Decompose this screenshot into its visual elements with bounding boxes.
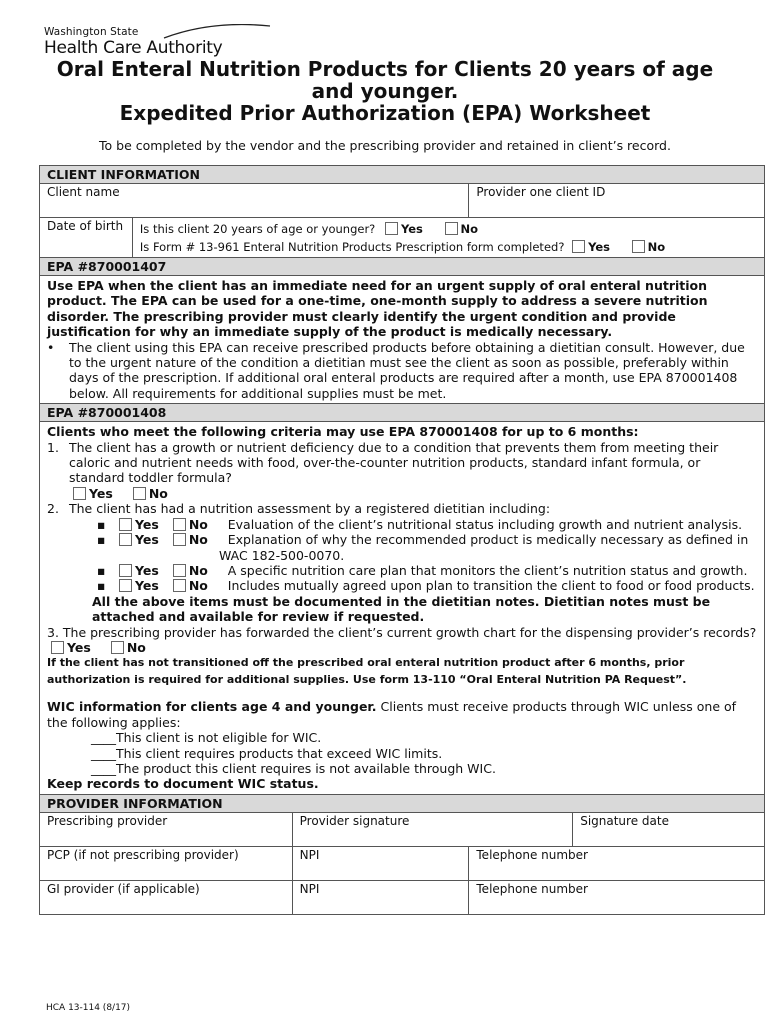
wic-info: WIC information for clients age 4 and younger. Clients must receive products through WIC unless one of the following applies:	[47, 699, 737, 730]
criteria-2b: ▪ Yes No Explanation of why the recommended product is medically necessary as defined in	[97, 532, 749, 548]
pa-warning: If the client has not transitioned off the prescribed oral enteral nutrition product after 6 months, prior authorization is required for additional supplies. Use form 13-110 “Oral Enteral Nutrition PA Request”.	[47, 656, 687, 686]
wic-option-3[interactable]: ____The product this client requires is not available through WIC.	[91, 760, 496, 776]
criteria-3-no-checkbox[interactable]	[111, 641, 124, 654]
provider-client-id-field[interactable]: Provider one client ID	[469, 184, 765, 218]
pcp-phone-field[interactable]: Telephone number	[469, 846, 765, 880]
dietitian-note: All the above items must be documented in the dietitian notes. Dietitian notes must be attached and available for review if requested.	[92, 593, 711, 625]
age-no-checkbox[interactable]	[445, 222, 458, 235]
worksheet-form	[39, 165, 765, 915]
wic-option-2[interactable]: ____This client requires products that exceed WIC limits.	[91, 745, 443, 761]
form-question: Is Form # 13-961 Enteral Nutrition Products Prescription form completed? Yes No	[139, 240, 666, 254]
c2c-no-checkbox[interactable]	[173, 564, 186, 577]
criteria-1-options: Yes No	[47, 486, 757, 501]
c2b-yes-checkbox[interactable]	[119, 533, 132, 546]
logo-swoosh-icon	[162, 24, 272, 40]
epa2-intro: Clients who meet the following criteria may use EPA 870001408 for up to 6 months:	[47, 424, 639, 440]
gi-provider-field[interactable]: GI provider (if applicable)	[40, 880, 293, 914]
criteria-1-no-checkbox[interactable]	[133, 487, 146, 500]
c2c-yes-checkbox[interactable]	[119, 564, 132, 577]
criteria-2d: ▪ Yes No Includes mutually agreed upon plan to transition the client to food or food products.	[97, 578, 755, 594]
age-yes-checkbox[interactable]	[385, 222, 398, 235]
criteria-2c: ▪ Yes No A specific nutrition care plan that monitors the client’s nutrition status and growth.	[97, 562, 748, 578]
criteria-1: 1. The client has a growth or nutrient deficiency due to a condition that prevents them from meeting their caloric and nutrient needs with food, over-the-counter nutrition products, standard infant formula, or standard toddler formula?	[47, 439, 719, 486]
epa1-header: EPA #870001407	[40, 258, 765, 276]
c2b-no-checkbox[interactable]	[173, 533, 186, 546]
gi-phone-field[interactable]: Telephone number	[469, 880, 765, 914]
form-number: HCA 13-114 (8/17)	[46, 1003, 131, 1013]
form-no-checkbox[interactable]	[632, 240, 645, 253]
epa2-header: EPA #870001408	[40, 404, 765, 422]
criteria-1-yes-checkbox[interactable]	[73, 487, 86, 500]
keep-records-note: Keep records to document WIC status.	[47, 776, 319, 792]
epa1-intro: Use EPA when the client has an immediate need for an urgent supply of oral enteral nutrition product. The EPA can be used for a one-time, one-month supply to address a severe nutrition disorder. The prescribing provider must clearly identify the urgent condition and provide justification for why an immediate supply of the product is medically necessary.	[47, 278, 708, 340]
epa1-bullet: • The client using this EPA can receive prescribed products before obtaining a dietitian consult. However, due to the urgent nature of the condition a dietitian must see the client as soon as possible, preferably within days of the prescription. If additional oral enteral products are required after a month, use EPA 870001408 below. All requirements for additional supplies must be met.	[47, 339, 745, 401]
client-name-field[interactable]: Client name	[40, 184, 469, 218]
c2a-yes-checkbox[interactable]	[119, 518, 132, 531]
c2d-no-checkbox[interactable]	[173, 579, 186, 592]
pcp-field[interactable]: PCP (if not prescribing provider)	[40, 846, 293, 880]
provider-info-header: PROVIDER INFORMATION	[40, 794, 765, 812]
criteria-3: 3. The prescribing provider has forwarded the client’s current growth chart for the dispensing provider’s records? Yes No	[47, 624, 757, 655]
logo-state: Washington State	[44, 26, 139, 38]
dob-field[interactable]: Date of birth	[40, 218, 133, 258]
age-question: Is this client 20 years of age or younger? Yes No	[139, 222, 479, 236]
client-info-header: CLIENT INFORMATION	[40, 166, 765, 184]
provider-signature-field[interactable]: Provider signature	[292, 812, 573, 846]
c2d-yes-checkbox[interactable]	[119, 579, 132, 592]
wac-reference: WAC 182-500-0070.	[219, 547, 345, 563]
c2a-no-checkbox[interactable]	[173, 518, 186, 531]
signature-date-field[interactable]: Signature date	[573, 812, 765, 846]
pcp-npi-field[interactable]: NPI	[292, 846, 469, 880]
prescribing-provider-field[interactable]: Prescribing provider	[40, 812, 293, 846]
hca-logo	[44, 26, 234, 60]
logo-agency: Health Care Authority	[44, 38, 223, 58]
form-yes-checkbox[interactable]	[572, 240, 585, 253]
criteria-2a: ▪ Yes No Evaluation of the client’s nutritional status including growth and nutrient analysis.	[97, 516, 743, 532]
criteria-3-yes-checkbox[interactable]	[51, 641, 64, 654]
page-title: Oral Enteral Nutrition Products for Clients 20 years of age and younger. Expedited Prior Authorization (EPA) Worksheet	[56, 57, 714, 125]
gi-npi-field[interactable]: NPI	[292, 880, 469, 914]
page-subtitle: To be completed by the vendor and the prescribing provider and retained in client’s record.	[99, 138, 671, 153]
criteria-2: 2. The client has had a nutrition assessment by a registered dietitian including:	[47, 501, 551, 517]
wic-option-1[interactable]: ____This client is not eligible for WIC.	[91, 730, 322, 746]
